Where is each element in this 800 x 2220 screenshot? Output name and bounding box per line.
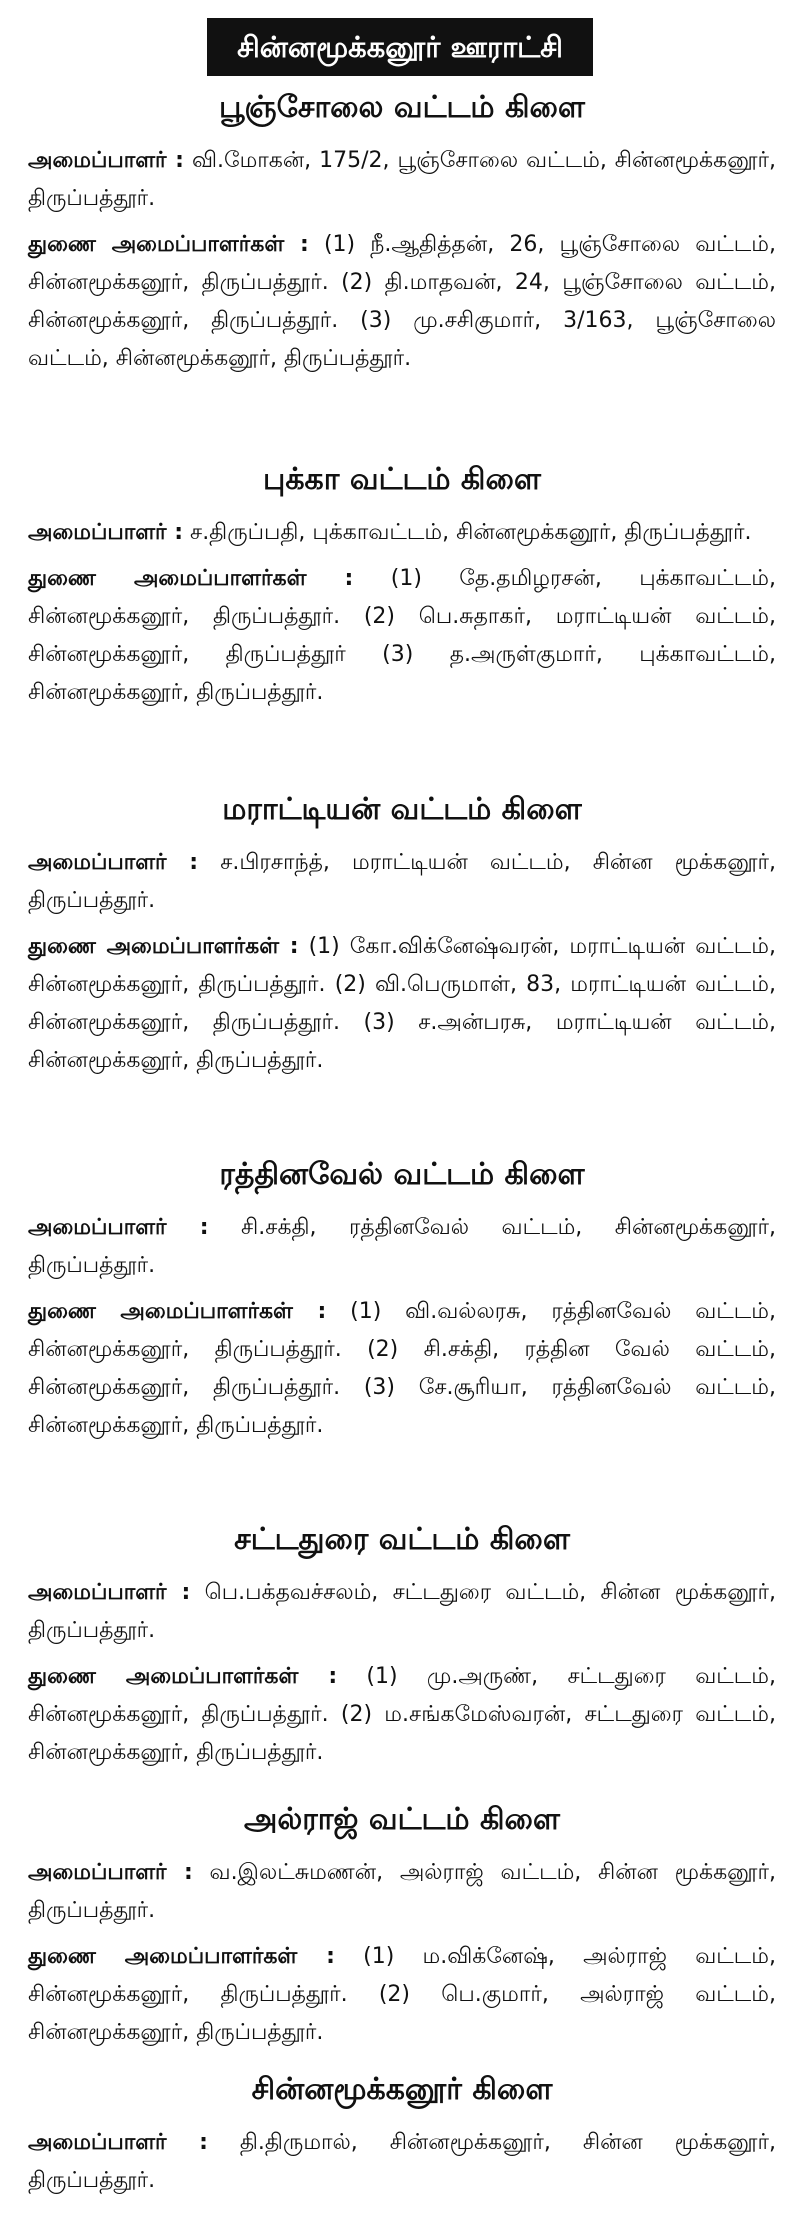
organizer-paragraph (28, 2124, 776, 2200)
deputy-paragraph (28, 1293, 776, 1445)
organizer-text: சி.சக்தி, ரத்தினவேல் வட்டம், சின்னமூக்கனூர், திருப்பத்தூர். (28, 1215, 777, 1278)
deputy-text: (1) மு.அருண், சட்டதுரை வட்டம், சின்னமூக்கனூர், திருப்பத்தூர். (2) ம.சங்கமேஸ்வரன், சட்டதுரை வட்டம், சின்னமூக்கனூர், திருப்பத்தூர். (28, 1664, 777, 1765)
section-pukka (28, 460, 776, 720)
section-poonjolai (28, 88, 776, 386)
organizer-text: வி.மோகன், 175/2, பூஞ்சோலை வட்டம், சின்னமூக்கனூர், திருப்பத்தூர். (28, 148, 776, 211)
deputy-text: (1) ம.விக்னேஷ், அல்ராஜ் வட்டம், சின்னமூக்கனூர், திருப்பத்தூர். (2) பெ.குமார், அல்ராஜ் வட்டம், சின்னமூக்கனூர், திருப்பத்தூர். (28, 1944, 776, 2045)
header-title: சின்னமூக்கனூர் ஊராட்சி (207, 18, 593, 76)
section-title: சின்னமூக்கனூர் கிளை (251, 2072, 553, 2107)
section-alraj (28, 1800, 776, 2060)
section-title: அல்ராஜ் வட்டம் கிளை (244, 1802, 560, 1837)
section-chinnamookkanur (28, 2070, 776, 2208)
organizer-paragraph (28, 1574, 776, 1650)
section-title: சட்டதுரை வட்டம் கிளை (234, 1522, 570, 1557)
deputy-paragraph (28, 928, 776, 1080)
organizer-paragraph (28, 142, 776, 218)
organizer-text: ச.திருப்பதி, புக்காவட்டம், சின்னமூக்கனூர், திருப்பத்தூர். (183, 520, 752, 545)
organizer-label: அமைப்பாளர் : (28, 148, 184, 173)
section-title: புக்கா வட்டம் கிளை (263, 462, 541, 497)
section-title: ரத்தினவேல் வட்டம் கிளை (219, 1157, 585, 1192)
deputy-label: துணை அமைப்பாளர்கள் : (28, 934, 299, 959)
deputy-text: (1) கோ.விக்னேஷ்வரன், மராட்டியன் வட்டம், சின்னமூக்கனூர், திருப்பத்தூர். (2) வி.பெருமாள், 83, மராட்டியன் வட்டம், சின்னமூக்கனூர், திருப்பத்தூர். (3) ச.அன்பரசு, மராட்டியன் வட்டம், சின்னமூக்கனூர், திருப்பத்தூர். (28, 934, 776, 1073)
deputy-label: துணை அமைப்பாளர்கள் : (28, 232, 309, 257)
deputy-paragraph (28, 226, 776, 378)
deputy-paragraph (28, 1658, 776, 1772)
organizer-paragraph (28, 1854, 776, 1930)
deputy-text: (1) தே.தமிழரசன், புக்காவட்டம், சின்னமூக்கனூர், திருப்பத்தூர். (2) பெ.சுதாகர், மராட்டியன் வட்டம், சின்னமூக்கனூர், திருப்பத்தூர் (3) த.அருள்குமார், புக்காவட்டம், சின்னமூக்கனூர், திருப்பத்தூர். (28, 566, 777, 705)
organizer-paragraph (28, 514, 776, 552)
deputy-paragraph (28, 1938, 776, 2052)
organizer-text: தி.திருமால், சின்னமூக்கனூர், சின்ன மூக்கனூர், திருப்பத்தூர். (28, 2130, 776, 2193)
section-title: மராட்டியன் வட்டம் கிளை (222, 792, 582, 827)
deputy-label: துணை அமைப்பாளர்கள் : (28, 1664, 338, 1689)
header (0, 18, 800, 76)
organizer-paragraph (28, 844, 776, 920)
organizer-text: வ.இலட்சுமணன், அல்ராஜ் வட்டம், சின்ன மூக்கனூர், திருப்பத்தூர். (28, 1860, 776, 1923)
deputy-label: துணை அமைப்பாளர்கள் : (28, 1299, 327, 1324)
organizer-text: ச.பிரசாந்த், மராட்டியன் வட்டம், சின்ன மூக்கனூர், திருப்பத்தூர். (28, 850, 776, 913)
deputy-label: துணை அமைப்பாளர்கள் : (28, 1944, 335, 1969)
deputy-text: (1) வி.வல்லரசு, ரத்தினவேல் வட்டம், சின்னமூக்கனூர், திருப்பத்தூர். (2) சி.சக்தி, ரத்தின வேல் வட்டம், சின்னமூக்கனூர், திருப்பத்தூர். (3) சே.சூரியா, ரத்தினவேல் வட்டம், சின்னமூக்கனூர், திருப்பத்தூர். (28, 1299, 776, 1438)
organizer-label: அமைப்பாளர் : (28, 1580, 191, 1605)
organizer-label: அமைப்பாளர் : (28, 2130, 208, 2155)
organizer-label: அமைப்பாளர் : (28, 850, 199, 875)
organizer-label: அமைப்பாளர் : (28, 520, 184, 545)
section-sattadurai (28, 1520, 776, 1780)
organizer-text: பெ.பக்தவச்சலம், சட்டதுரை வட்டம், சின்ன மூக்கனூர், திருப்பத்தூர். (28, 1580, 777, 1643)
deputy-text: (1) நீ.ஆதித்தன், 26, பூஞ்சோலை வட்டம், சின்னமூக்கனூர், திருப்பத்தூர். (2) தி.மாதவன், 24, பூஞ்சோலை வட்டம், சின்னமூக்கனூர், திருப்பத்தூர். (3) மு.சசிகுமார், 3/163, பூஞ்சோலை வட்டம், சின்னமூக்கனூர், திருப்பத்தூர். (28, 232, 776, 371)
organizer-label: அமைப்பாளர் : (28, 1215, 209, 1240)
deputy-paragraph (28, 560, 776, 712)
organizer-label: அமைப்பாளர் : (28, 1860, 193, 1885)
section-marattiyan (28, 790, 776, 1088)
deputy-label: துணை அமைப்பாளர்கள் : (28, 566, 354, 591)
organizer-paragraph (28, 1209, 776, 1285)
section-title: பூஞ்சோலை வட்டம் கிளை (218, 90, 585, 125)
section-rathinavel (28, 1155, 776, 1453)
